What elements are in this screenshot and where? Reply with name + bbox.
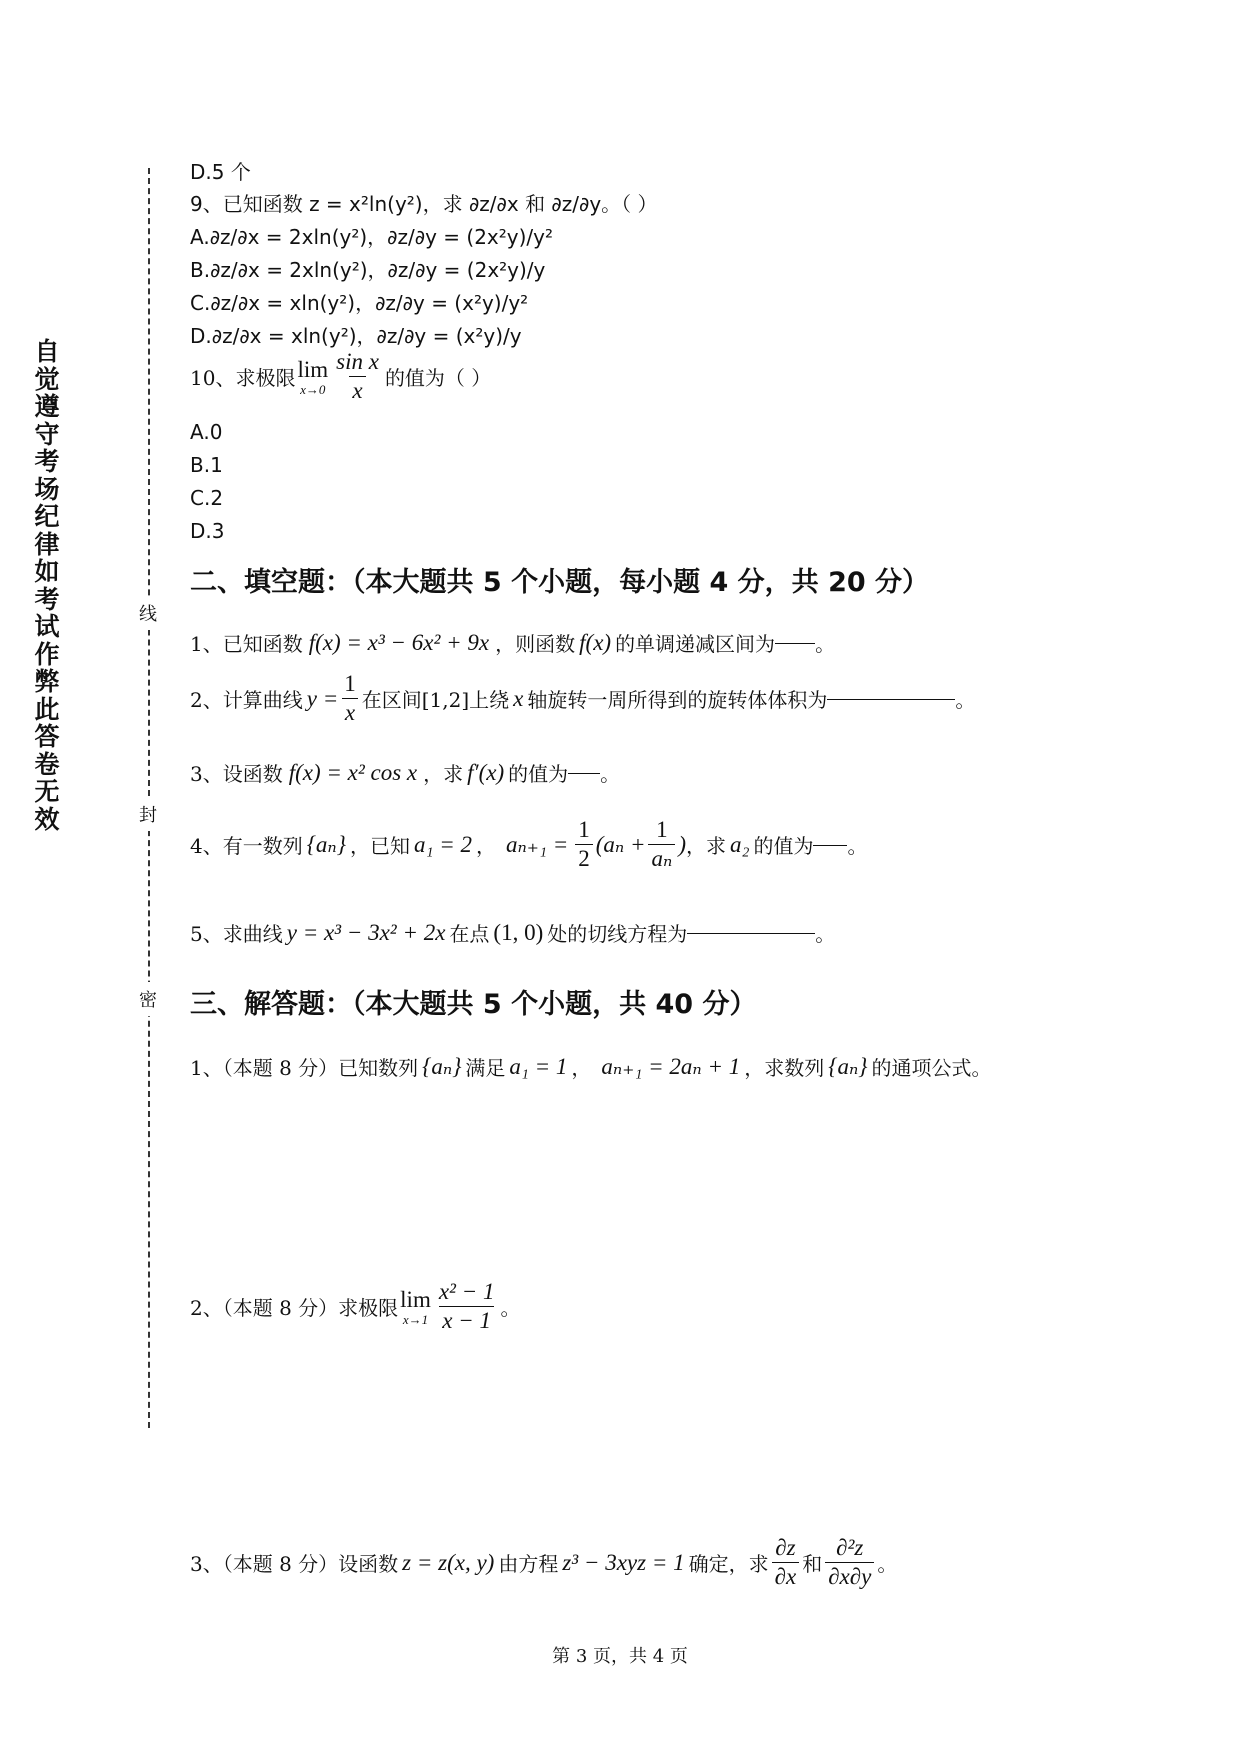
fill-q2-fraction: $\frac{1}{x}$ [341, 672, 359, 725]
solve-q1-recurrence: aₙ₊₁ = 2aₙ + 1 [601, 1053, 741, 1079]
q10-option-a: A.0 [190, 420, 223, 444]
binding-label-feng: 封 [139, 797, 157, 831]
fill-q5-curve: y = x³ − 3x² + 2x [286, 919, 446, 945]
q10-limit: lim x→0 [297, 356, 329, 397]
section-3-title: 三、解答题：（本大题共 5 个小题，共 40 分） [190, 989, 757, 1020]
q10-stem [190, 350, 491, 403]
fill-q2-answer-blank[interactable] [827, 698, 955, 700]
fill-q2: 2、计算曲线 y = $\frac{1}{x}$ 在区间[1,2]上绕 x 轴旋转一周所得到的旋转体体积为 。 [190, 671, 976, 726]
q9-stem: 9、已知函数 z = x²ln(y²)，求 ∂z/∂x 和 ∂z/∂y。（ ） [190, 192, 658, 216]
solve-q3-equation: z³ − 3xyz = 1 [562, 1549, 685, 1575]
binding-label-mi: 密 [139, 982, 157, 1016]
fill-q1-answer-blank[interactable] [775, 642, 815, 644]
solve-q2-fraction: $\frac{\text{x² − 1}}{x - 1}$ [438, 1279, 495, 1334]
q8-option-d: D.5 个 [190, 160, 251, 184]
fill-q1-function: f(x) = x³ − 6x² + 9x [308, 629, 490, 655]
fill-q4-half: $\frac{1}{2}$ [575, 818, 593, 871]
q10-option-c: C.2 [190, 486, 224, 510]
q9-option-d: D.∂z/∂x = xln(y²)，∂z/∂y = (x²y)/y [190, 324, 522, 348]
q10-prefix: 10、求极限 [190, 366, 296, 391]
fill-q5: 5、求曲线 y = x³ − 3x² + 2x 在点 (1, 0) 处的切线方程为 。 [190, 919, 836, 946]
fill-q5-answer-blank[interactable] [687, 932, 815, 934]
solve-q3-partial-z-xy: $\frac{\text{∂²z}}{\partial x\partial y}$ [825, 1536, 874, 1589]
solve-q2-limit: lim x→1 [400, 1286, 431, 1327]
solve-q3: 3、（本题 8 分）设函数 z = z(x, y) 由方程 z³ − 3xyz = 1 确定，求 $\frac{\partial z}{\partial x}$ 和 $\frac{\text{∂²z}}{\partial x\partial y}$ 。 [190, 1535, 898, 1590]
fill-q3-answer-blank[interactable] [568, 772, 600, 774]
solve-q3-partial-z-x: $\frac{\partial z}{\partial x}$ [772, 1536, 800, 1589]
solve-q2: 2、（本题 8 分）求极限 lim x→1 $\frac{\text{x² − 1}}{x - 1}$ 。 [190, 1279, 521, 1334]
q10-option-d: D.3 [190, 519, 225, 543]
exam-discipline-notice: 自觉遵守考场纪律如考试作弊此答卷无效 [34, 337, 60, 834]
q10-suffix: 的值为（ ） [384, 366, 492, 391]
solve-q1: 1、（本题 8 分）已知数列 {aₙ} 满足 a₁ = 1 ， aₙ₊₁ = 2aₙ + 1 ，求数列 {aₙ} 的通项公式。 [190, 1053, 992, 1080]
q10-option-b: B.1 [190, 453, 223, 477]
q9-option-c: C.∂z/∂x = xln(y²)，∂z/∂y = (x²y)/y² [190, 291, 529, 315]
q10-fraction: $\frac{\text{sin x}}{x}$ [336, 349, 379, 404]
q9-option-a: A.∂z/∂x = 2xln(y²)，∂z/∂y = (2x²y)/y² [190, 225, 554, 249]
binding-label-xian: 线 [139, 596, 157, 630]
fill-q4-answer-blank[interactable] [813, 844, 847, 846]
fill-q1: 1、已知函数 f(x) = x³ − 6x² + 9x ，则函数 f(x) 的单调递减区间为 。 [190, 629, 836, 656]
fill-q3: 3、设函数 f(x) = x² cos x ，求 f′(x) 的值为 。 [190, 759, 621, 786]
section-2-title: 二、填空题：（本大题共 5 个小题，每小题 4 分，共 20 分） [190, 567, 930, 598]
q9-option-b: B.∂z/∂x = 2xln(y²)，∂z/∂y = (2x²y)/y [190, 258, 546, 282]
fill-q3-function: f(x) = x² cos x [288, 759, 418, 785]
fill-q4-inverse: $\frac{1}{\text{aₙ}}$ [648, 818, 675, 871]
page-footer: 第 3 页，共 4 页 [552, 1646, 688, 1667]
fill-q4: 4、有一数列 {aₙ} ，已知 a₁ = 2 ， aₙ₊₁ = $\frac{1}{2}$ (aₙ + $\frac{1}{\text{aₙ}}$ ) ，求 a₂ 的值为 。 [190, 817, 868, 872]
